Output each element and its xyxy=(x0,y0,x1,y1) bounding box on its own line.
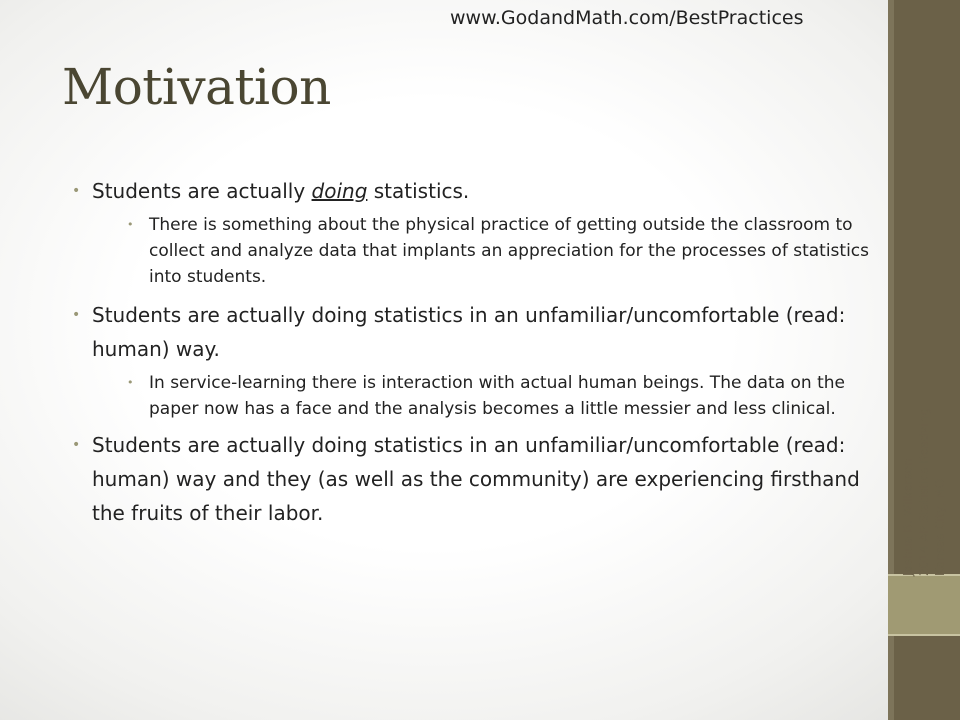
sidebar-accent-line xyxy=(888,634,960,636)
bullet-text-part: statistics. xyxy=(367,179,470,203)
sub-bullet-item xyxy=(92,370,870,422)
bullet-marker-icon: • xyxy=(72,307,81,323)
slide-title: Motivation xyxy=(62,58,331,116)
presenter-name: Joshua B. Wilkerson xyxy=(901,458,915,576)
presenter-info xyxy=(900,336,948,576)
bullet-text-part: Students are actually xyxy=(92,179,312,203)
presentation-event: 2014 AP Statistics Readying xyxy=(917,407,931,576)
bullet-text xyxy=(92,179,469,203)
sub-bullet-text: In service-learning there is interaction with actual human beings. The data on the paper now has a face and the analysis becomes a little messier and less clinical. xyxy=(149,373,846,419)
presentation-location: Kansas City, MO xyxy=(933,478,947,576)
sub-bullet-list xyxy=(92,370,870,422)
sub-bullet-list xyxy=(92,212,870,290)
sub-bullet-marker-icon: • xyxy=(127,376,134,389)
sidebar-accent-band xyxy=(888,575,960,635)
bullet-item xyxy=(70,428,870,530)
sub-bullet-text: There is something about the physical practice of getting outside the classroom to collect and analyze data that implants an appreciation for the processes of statistics into students. xyxy=(149,215,869,287)
website-url: www.GodandMath.com/BestPractices xyxy=(450,7,804,29)
bullet-item xyxy=(70,174,870,290)
bullet-text: Students are actually doing statistics in an unfamiliar/uncomfortable (read: human) way. xyxy=(92,303,846,361)
bullet-list xyxy=(70,174,870,530)
sub-bullet-item xyxy=(92,212,870,290)
bullet-item xyxy=(70,298,870,422)
bullet-marker-icon: • xyxy=(72,437,81,453)
bullet-marker-icon: • xyxy=(72,183,81,199)
bullet-text: Students are actually doing statistics in an unfamiliar/uncomfortable (read: human) way and they (as well as the community) are experiencing firsthand the fruits of their labor. xyxy=(92,433,860,525)
bullet-text-emphasis: doing xyxy=(311,179,368,203)
sub-bullet-marker-icon: • xyxy=(127,218,134,231)
